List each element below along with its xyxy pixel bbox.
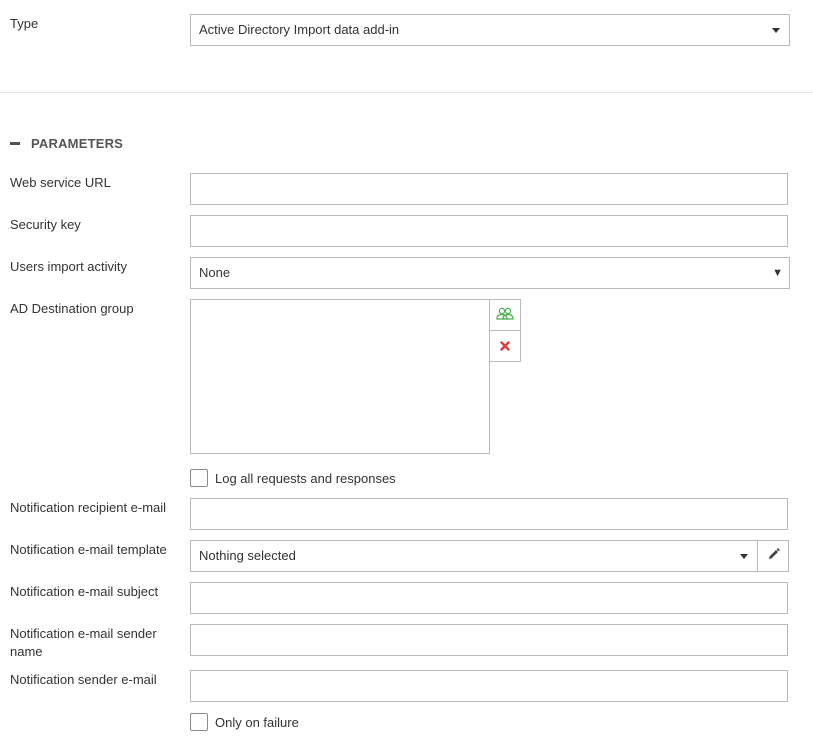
- parameters-title: PARAMETERS: [31, 136, 124, 151]
- only-on-failure-checkbox[interactable]: [190, 713, 208, 731]
- pencil-icon: [767, 548, 780, 564]
- collapse-minus-icon: [10, 142, 20, 145]
- chevron-down-icon: ▼: [772, 267, 783, 279]
- notification-template-select[interactable]: [190, 540, 758, 572]
- edit-template-button[interactable]: [757, 540, 789, 572]
- notification-sender-name-input[interactable]: [190, 624, 788, 656]
- ad-destination-group-list[interactable]: [190, 299, 490, 454]
- web-service-url-input[interactable]: [190, 173, 788, 205]
- security-key-label: Security key: [10, 217, 81, 232]
- web-service-url-label: Web service URL: [10, 175, 111, 190]
- notification-sender-name-label: Notification e-mail sender name: [10, 626, 157, 659]
- type-label: Type: [10, 16, 39, 31]
- log-all-checkbox[interactable]: [190, 469, 208, 487]
- log-all-checkbox-row[interactable]: [190, 469, 396, 487]
- notification-subject-input[interactable]: [190, 582, 788, 614]
- users-import-activity-value: None: [199, 265, 231, 280]
- chevron-down-icon: [740, 554, 748, 559]
- notification-template-value: Nothing selected: [199, 548, 296, 563]
- log-all-label: Log all requests and responses: [215, 470, 396, 486]
- ad-destination-group-label: AD Destination group: [10, 301, 134, 316]
- parameters-section-toggle[interactable]: [10, 136, 123, 151]
- clear-group-button[interactable]: [489, 330, 521, 362]
- users-icon: [496, 307, 514, 324]
- select-group-button[interactable]: [489, 299, 521, 331]
- close-icon: [500, 339, 510, 354]
- notification-sender-email-label: Notification sender e-mail: [10, 672, 157, 687]
- only-on-failure-label: Only on failure: [215, 714, 299, 730]
- chevron-down-icon: [772, 28, 780, 33]
- notification-recipient-label: Notification recipient e-mail: [10, 500, 167, 515]
- security-key-input[interactable]: [190, 215, 788, 247]
- notification-recipient-input[interactable]: [190, 498, 788, 530]
- notification-subject-label: Notification e-mail subject: [10, 584, 159, 599]
- users-import-activity-label: Users import activity: [10, 259, 128, 274]
- users-import-activity-select[interactable]: [190, 257, 790, 289]
- type-select-value: Active Directory Import data add-in: [199, 22, 400, 37]
- notification-template-label: Notification e-mail template: [10, 542, 167, 557]
- notification-sender-email-input[interactable]: [190, 670, 788, 702]
- only-on-failure-checkbox-row[interactable]: [190, 713, 299, 731]
- section-divider: [0, 92, 813, 93]
- type-select[interactable]: [190, 14, 790, 46]
